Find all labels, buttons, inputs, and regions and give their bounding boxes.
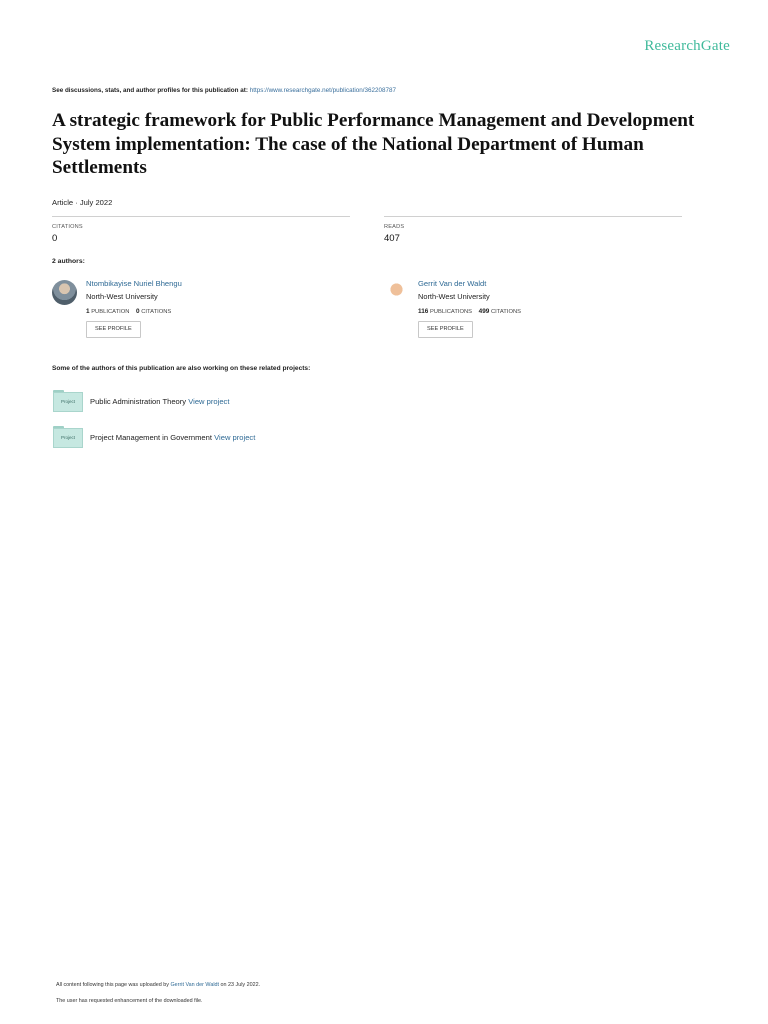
author-stats [418,308,678,315]
project-folder-label: Project [60,399,75,404]
citations-label: CITATIONS [52,224,83,230]
related-projects-heading: Some of the authors of this publication are also working on these related projects: [52,365,311,372]
citations-count-label: CITATIONS [490,309,522,315]
discussion-text: See discussions, stats, and author profiles for this publication at: [52,87,248,94]
project-name: Project Management in Government [90,433,212,442]
reads-value: 407 [384,233,400,244]
upload-suffix: on 23 July 2022. [220,982,261,988]
author-info [86,279,346,338]
project-folder-icon [52,390,83,412]
author-institution: North-West University [86,292,158,301]
author-institution: North-West University [418,292,490,301]
reads-label: READS [384,224,405,230]
enhancement-note: The user has requested enhancement of the downloaded file. [56,998,203,1004]
see-profile-button[interactable]: SEE PROFILE [418,321,473,338]
author-name-link[interactable]: Ntombikayise Nuriel Bhengu [86,279,182,288]
project-text [90,397,229,406]
publications-label: PUBLICATIONS [429,309,473,315]
publications-label: PUBLICATION [91,309,130,315]
citations-count: 499 [478,308,490,315]
researchgate-logo[interactable]: ResearchGate [644,38,730,54]
upload-note [56,982,260,988]
citations-value: 0 [52,233,58,244]
uploader-link[interactable]: Gerrit Van der Waldt [170,982,220,988]
publications-count: 116 [418,308,429,315]
project-item [52,426,452,448]
project-text [90,433,255,442]
author-info [418,279,678,338]
view-project-link[interactable]: View project [214,433,256,442]
divider-reads [384,216,682,217]
author-name-link[interactable]: Gerrit Van der Waldt [418,279,487,288]
citations-count-label: CITATIONS [141,309,172,315]
project-name: Public Administration Theory [90,397,187,406]
upload-prefix: All content following this page was uploaded by [56,982,169,988]
see-profile-button[interactable]: SEE PROFILE [86,321,141,338]
author-avatar[interactable] [384,280,409,305]
publication-url-link[interactable]: https://www.researchgate.net/publication/362208787 [249,87,397,94]
divider-citations [52,216,350,217]
discussion-line [52,87,396,94]
citations-count: 0 [136,308,140,315]
publications-count: 1 [86,308,90,315]
author-avatar[interactable] [52,280,77,305]
view-project-link[interactable]: View project [188,397,230,406]
author-stats [86,308,346,315]
authors-count: 2 authors: [52,258,85,265]
project-folder-icon [52,426,83,448]
project-folder-label: Project [60,435,75,440]
paper-title: A strategic framework for Public Performance Management and Development System implementation: The case of the National Department of Human Settlements [52,110,695,178]
article-type-date: Article · July 2022 [52,198,113,207]
project-item [52,390,452,412]
